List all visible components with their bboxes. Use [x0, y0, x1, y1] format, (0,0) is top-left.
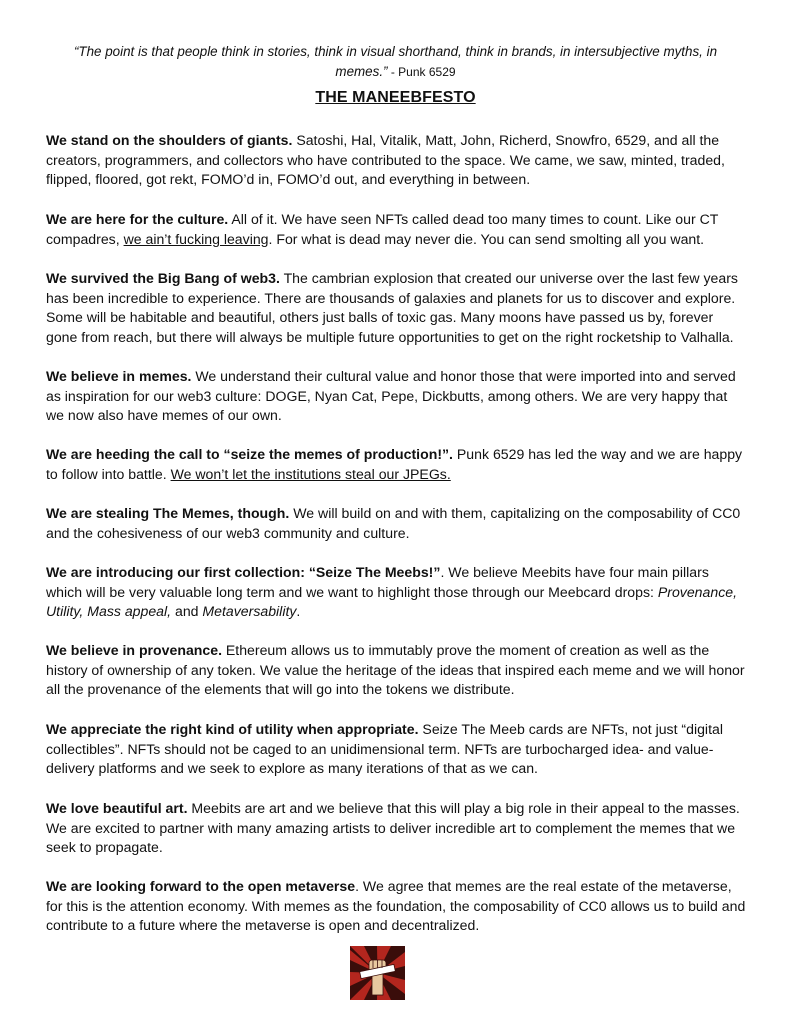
paragraph-text: . For what is dead may never die. You can send smolting all you want. [268, 230, 705, 247]
paragraph-utility [46, 720, 748, 779]
paragraph-first-collection [46, 563, 748, 622]
paragraph-memes [46, 367, 748, 426]
paragraph-art [46, 799, 748, 858]
underlined-phrase: We won’t let the institutions steal our JPEGs. [170, 465, 451, 482]
paragraph-lead: We are heeding the call to “seize the memes of production!”. [46, 446, 453, 462]
paragraph-text: Satoshi, Hal, Vitalik, Matt, John, Richerd, Snowfro, 6529, and all the creators, programmers, and collectors who have contributed to the space. We came, we saw, minted, traded, flipped, floored, got rekt, FOMO’d in, FOMO’d out, and everything in between. [46, 132, 725, 187]
paragraph-big-bang [46, 269, 748, 347]
paragraph-text: Meebits are art and we believe that this will play a big role in their appeal to the masses. We are excited to partner with many amazing artists to deliver incredible art to complement the memes that we seek to propagate. [46, 800, 740, 855]
paragraph-lead: We are introducing our first collection: “Seize The Meebs!” [46, 564, 441, 580]
quote-text: “The point is that people think in stories, think in visual shorthand, think in brands, in intersubjective myths, in memes.” [73, 44, 718, 79]
underlined-phrase: we ain’t fucking leaving [123, 230, 269, 247]
paragraph-metaverse [46, 877, 748, 936]
quote-attribution: - Punk 6529 [387, 64, 456, 79]
paragraph-text: All of it. We have seen NFTs called dead too many times to count. Like our CT compadres, [46, 211, 719, 247]
paragraph-text: We will build on and with them, capitalizing on the composability of CC0 and the cohesiveness of our web3 community and culture. [46, 505, 741, 541]
paragraph-lead: We survived the Big Bang of web3. [46, 270, 280, 286]
paragraph-lead: We stand on the shoulders of giants. [46, 132, 293, 148]
paragraph-lead: We believe in provenance. [46, 642, 222, 658]
paragraph-text: and [171, 603, 203, 619]
epigraph-quote [50, 42, 741, 82]
document-title: THE MANEEBFESTO [315, 89, 476, 106]
paragraph-seize-memes [46, 445, 748, 484]
paragraph-lead: We are looking forward to the open metaverse [46, 878, 356, 894]
paragraph-giants [46, 131, 748, 190]
paragraph-stealing-memes [46, 504, 748, 543]
paragraph-text: . We believe Meebits have four main pillars which will be very valuable long term and we want to highlight those through our Meebcard drops: [46, 564, 709, 600]
paragraph-lead: We are stealing The Memes, though. [46, 505, 290, 521]
paragraph-text: Punk 6529 has led the way and we are happy to follow into battle. [46, 446, 743, 482]
paragraph-lead: We are here for the culture. [46, 211, 229, 227]
paragraph-text: We understand their cultural value and honor those that were imported into and served as inspiration for our web3 culture: DOGE, Nyan Cat, Pepe, Dickbutts, among others. We are very happy that we now also have memes of our own. [46, 368, 736, 423]
paragraph-lead: We appreciate the right kind of utility when appropriate. [46, 721, 419, 737]
pillar-italic: Metaversability [202, 603, 297, 619]
paragraph-text: . We agree that memes are the real estate of the metaverse, for this is the attention economy. With memes as the foundation, the composability of CC0 allows us to build and contribute to a future where the metaverse is open and decentralized. [46, 878, 746, 933]
paragraph-lead: We love beautiful art. [46, 800, 188, 816]
raised-fist-emblem-icon [350, 946, 405, 1000]
paragraph-text: Seize The Meeb cards are NFTs, not just “digital collectibles”. NFTs should not be caged to an unidimensional term. NFTs are turbocharged idea- and value-delivery platforms and we seek to explore as many iterations of that as we can. [46, 721, 723, 776]
paragraph-text: The cambrian explosion that created our universe over the last few years has been incredible to experience. There are thousands of galaxies and planets for us to discover and explore. Some will be habitable and beautiful, others just balls of toxic gas. Many moons have passed us by, forever gone from reach, but there will always be multiple future opportunities to get on the right rocketship to Valhalla. [46, 270, 738, 345]
paragraph-culture [46, 210, 748, 249]
paragraph-lead: We believe in memes. [46, 368, 192, 384]
pillars-italic: Provenance, Utility, Mass appeal, [46, 583, 737, 619]
paragraph-text: Ethereum allows us to immutably prove the moment of creation as well as the history of ownership of any token. We value the heritage of the ideas that inspired each meme and we will honor all the provenance of the elements that will go into the tokens we distribute. [46, 642, 745, 697]
paragraph-text: . [296, 603, 301, 619]
paragraph-provenance [46, 641, 748, 700]
